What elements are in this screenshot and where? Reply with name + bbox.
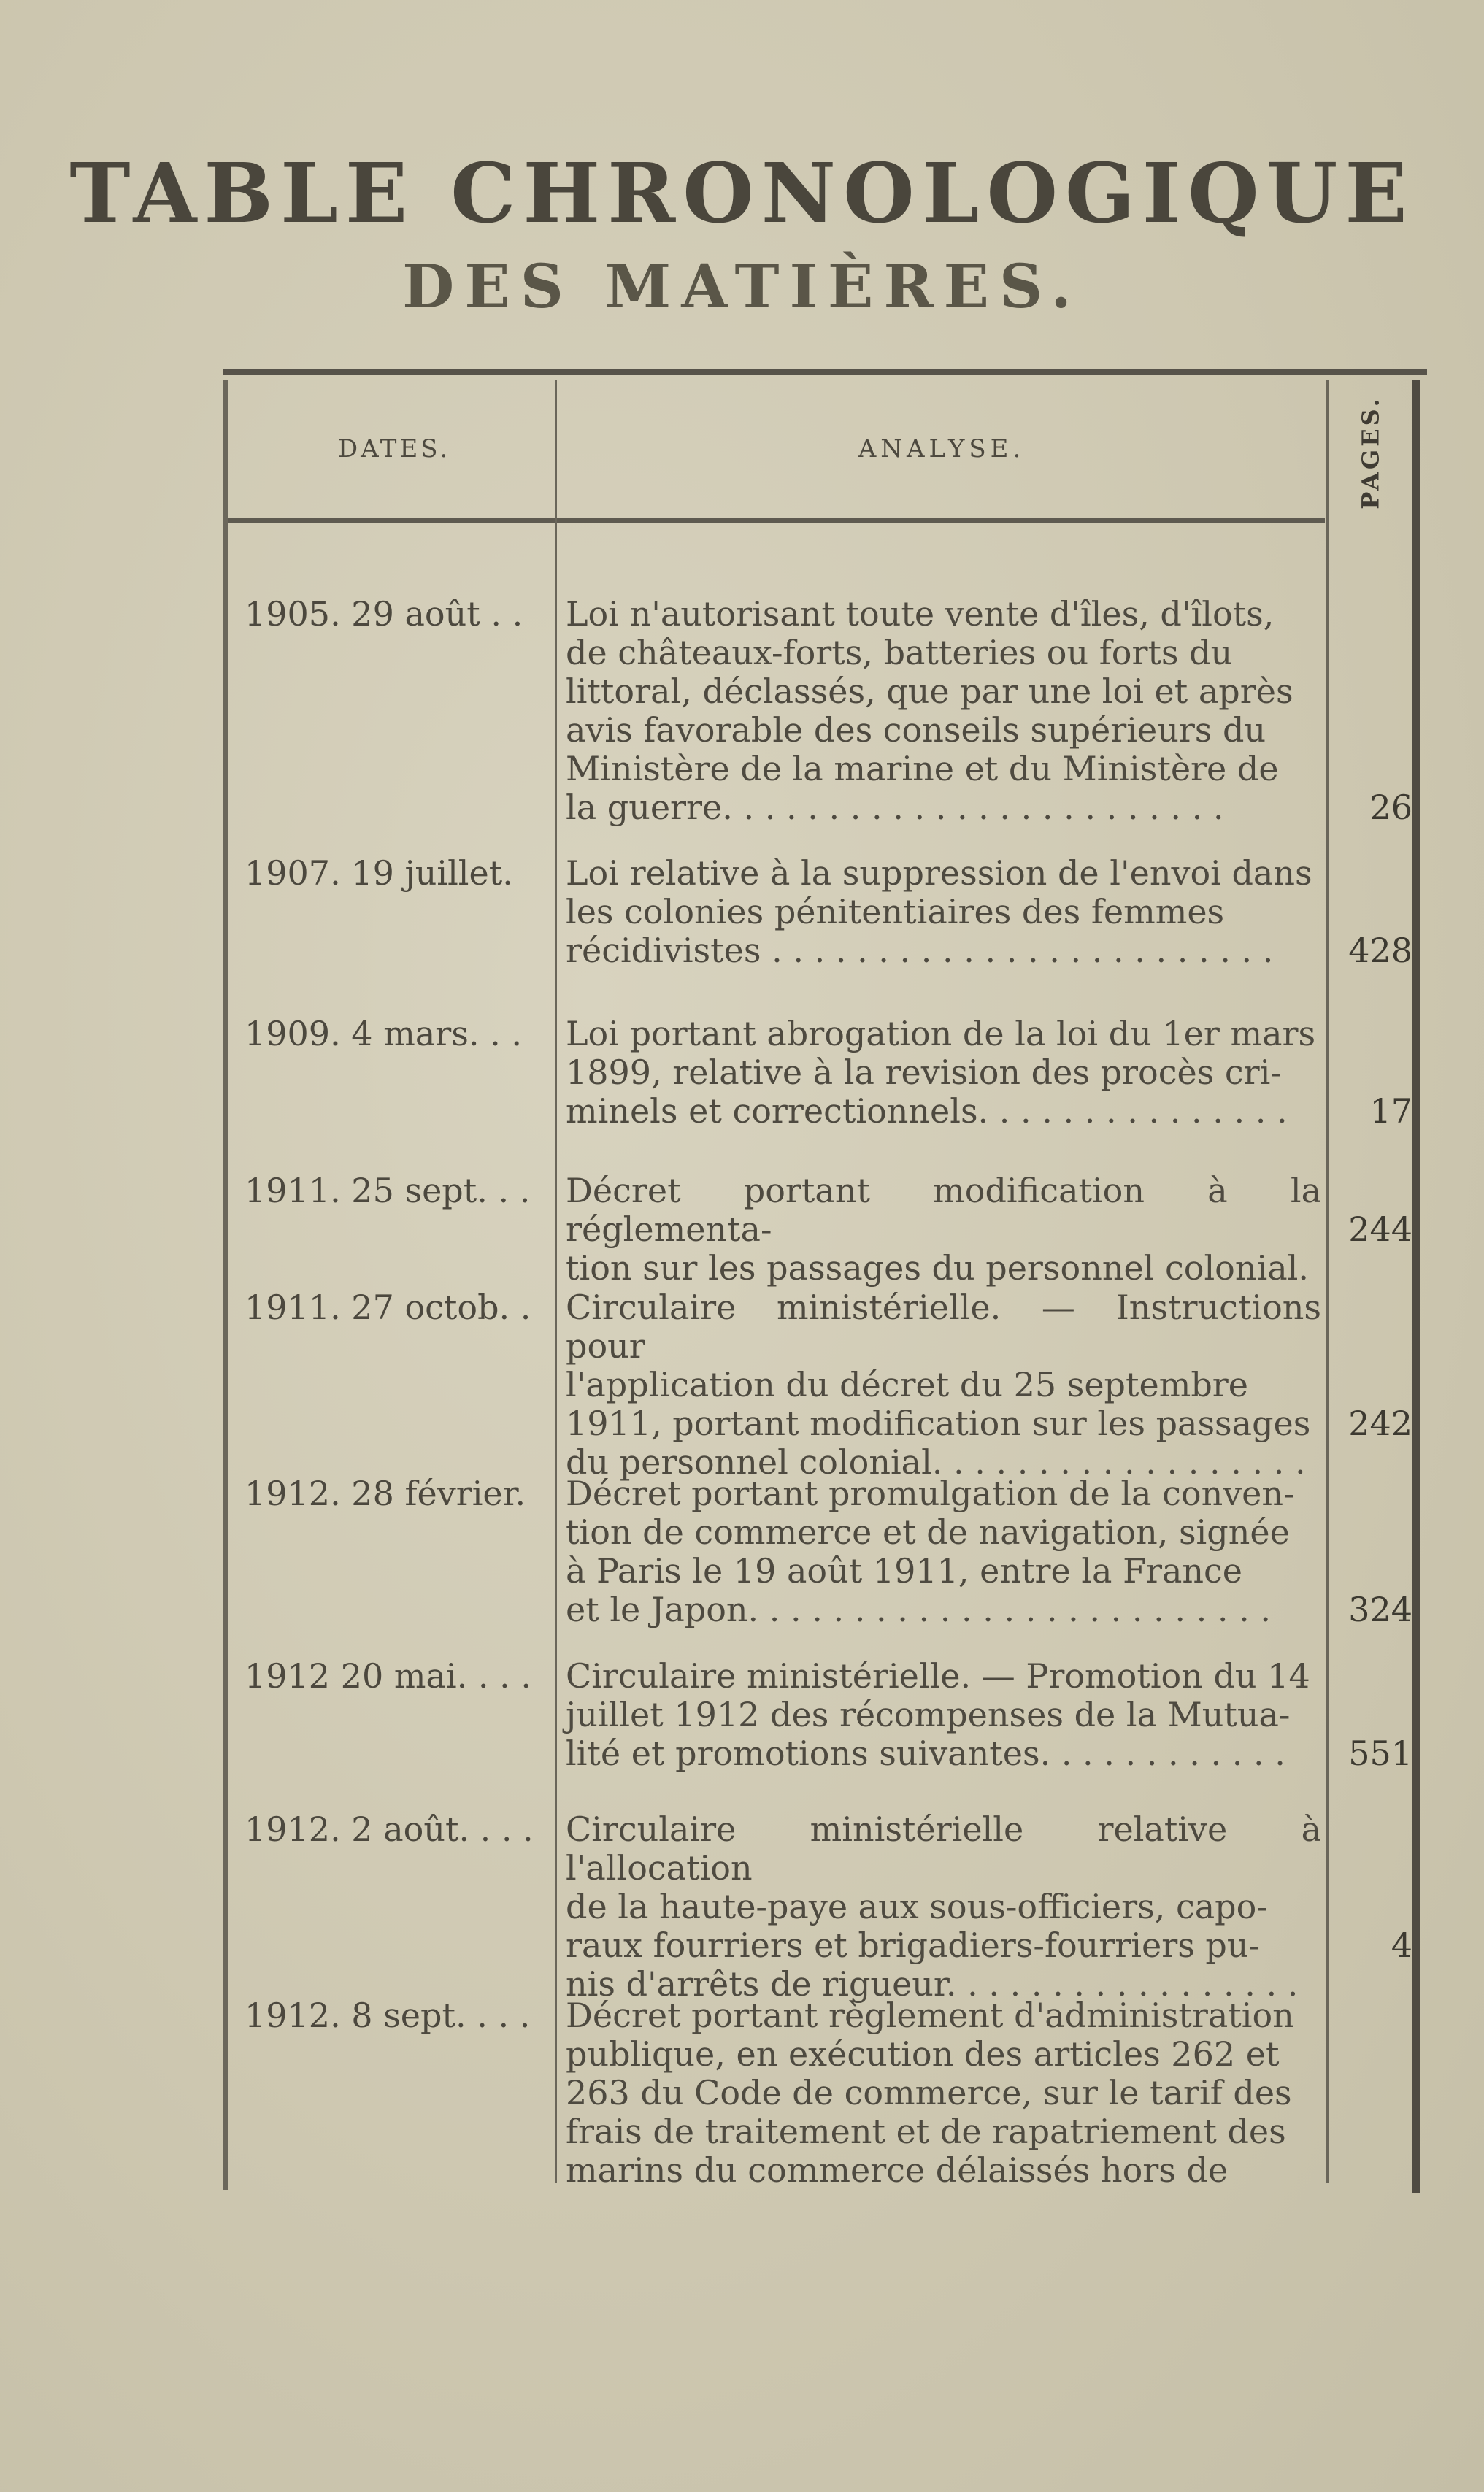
- table-right-border: [1412, 380, 1420, 2193]
- row-analyse: Circulaire ministérielle relative à l'allocation de la haute-paye aux sous-officiers, capo- raux fourriers et brigadiers-fourriers pu- nis d'arrêts de rigueur. . . . . . . . . . . . . . . . .: [566, 1810, 1321, 2004]
- column-header-dates: DATES.: [337, 434, 451, 464]
- row-date: 1912. 28 février.: [245, 1474, 526, 1513]
- row-analyse: Circulaire ministérielle. — Promotion du 14 juillet 1912 des récompenses de la Mutua- lité et promotions suivantes. . . . . . . . . . . .: [566, 1656, 1310, 1773]
- row-analyse: Décret portant promulgation de la conven- tion de commerce et de navigation, signée à Paris le 19 août 1911, entre la France et le Japon. . . . . . . . . . . . . . . . . . . . . . . . .: [566, 1474, 1295, 1629]
- row-date: 1912. 2 août. . . .: [245, 1810, 534, 1849]
- page-title: TABLE CHRONOLOGIQUE: [69, 146, 1415, 242]
- column-divider-pages: [1326, 380, 1329, 2183]
- row-date: 1912 20 mai. . . .: [245, 1656, 531, 1696]
- row-date: 1911. 27 octob. .: [245, 1288, 531, 1327]
- chronological-table: [223, 369, 1427, 2193]
- column-divider-dates: [555, 380, 557, 2183]
- row-page: 242: [1348, 1404, 1412, 1443]
- row-date: 1909. 4 mars. . .: [245, 1014, 522, 1053]
- row-date: 1912. 8 sept. . . .: [245, 1996, 531, 2035]
- row-page: 551: [1348, 1734, 1412, 1773]
- row-page: 26: [1369, 788, 1412, 827]
- table-left-border: [223, 380, 228, 2190]
- row-analyse: Loi relative à la suppression de l'envoi dans les colonies pénitentiaires des femmes récidivistes . . . . . . . . . . . . . . . . . . . . . . . .: [566, 853, 1312, 970]
- header-bottom-rule: [223, 518, 1325, 523]
- row-analyse: Loi n'autorisant toute vente d'îles, d'îlots, de châteaux-forts, batteries ou forts du littoral, déclassés, que par une loi et après avis favorable des conseils supérieurs du Ministère de la marine et du Ministère de la guerre. . . . . . . . . . . . . . . . . . . . . . . .: [566, 594, 1293, 827]
- row-analyse: Décret portant règlement d'administration publique, en exécution des articles 262 et 263 du Code de commerce, sur le tarif des frais de traitement et de rapatriement des marins du commerce délaissés hors de: [566, 1996, 1294, 2190]
- row-date: 1905. 29 août . .: [245, 594, 523, 634]
- row-page: 4: [1391, 1926, 1412, 1965]
- row-page: 324: [1348, 1590, 1412, 1629]
- row-analyse: Circulaire ministérielle. — Instructions pour l'application du décret du 25 septembre 1911, portant modification sur les passages du personnel colonial. . . . . . . . . . . . . . . . . .: [566, 1288, 1321, 1482]
- row-page: 428: [1348, 931, 1412, 970]
- row-date: 1911. 25 sept. . .: [245, 1171, 531, 1210]
- column-header-analyse: ANALYSE.: [858, 434, 1026, 464]
- table-top-rule: [223, 369, 1427, 375]
- row-date: 1907. 19 juillet.: [245, 853, 513, 893]
- row-page: 17: [1369, 1091, 1412, 1131]
- column-header-pages-wrapper: [1334, 383, 1407, 522]
- row-analyse: Décret portant modification à la réglementa- tion sur les passages du personnel colonial.: [566, 1171, 1321, 1288]
- row-page: 244: [1348, 1210, 1412, 1249]
- page-subtitle: DES MATIÈRES.: [402, 252, 1082, 322]
- column-header-pages: PAGES.: [1357, 396, 1385, 509]
- row-analyse: Loi portant abrogation de la loi du 1er mars 1899, relative à la revision des procès cri- minels et correctionnels. . . . . . . . . . . . . . .: [566, 1014, 1316, 1131]
